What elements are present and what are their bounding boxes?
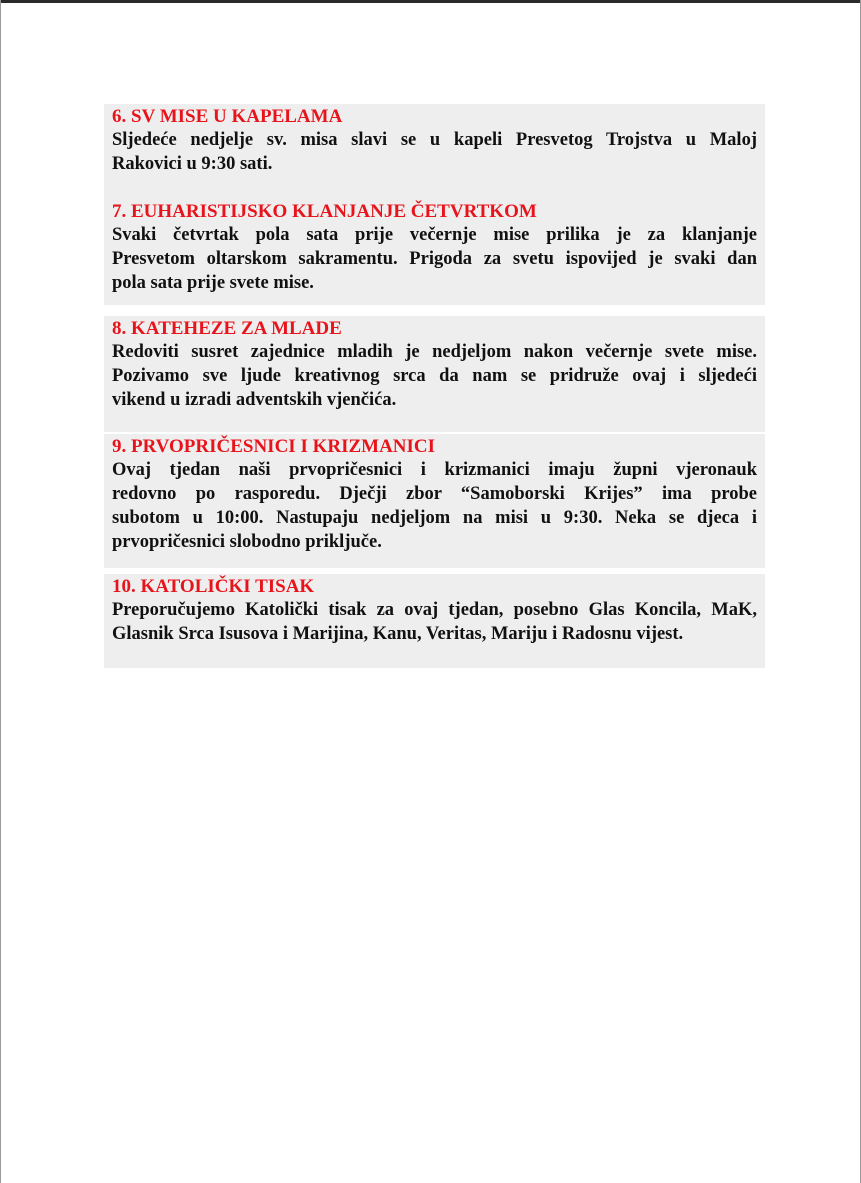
- section-body: [112, 128, 757, 176]
- body-line: subotom u 10:00. Nastupaju nedjeljom na misi u 9:30. Neka se djeca i: [112, 508, 757, 528]
- page-left-edge: [0, 0, 1, 1183]
- body-line: Redoviti susret zajednice mladih je nedjeljom nakon večernje svete mise.: [112, 342, 757, 362]
- section-sv-mise: [104, 104, 765, 199]
- body-line: Rakovici u 9:30 sati.: [112, 154, 273, 174]
- section-heading: 8. KATEHEZE ZA MLADE: [112, 318, 342, 339]
- body-line: redovno po rasporedu. Dječji zbor “Samoborski Krijes” ima probe: [112, 484, 757, 504]
- section-prvopricesnici: [104, 434, 765, 568]
- body-line: Ovaj tjedan naši prvopričesnici i krizmanici imaju župni vjeronauk: [112, 460, 757, 480]
- page-top-edge: [0, 0, 861, 3]
- body-line: Svaki četvrtak pola sata prije večernje mise prilika je za klanjanje: [112, 225, 757, 245]
- body-line: Glasnik Srca Isusova i Marijina, Kanu, Veritas, Mariju i Radosnu vijest.: [112, 624, 684, 644]
- section-heading: 7. EUHARISTIJSKO KLANJANJE ČETVRTKOM: [112, 201, 537, 222]
- section-kateheze: [104, 316, 765, 432]
- section-body: [112, 458, 757, 554]
- body-line: Presvetom oltarskom sakramentu. Prigoda za svetu ispovijed je svaki dan: [112, 249, 757, 269]
- section-heading: 6. SV MISE U KAPELAMA: [112, 106, 343, 127]
- section-heading: 9. PRVOPRIČESNICI I KRIZMANICI: [112, 436, 436, 457]
- section-body: [112, 598, 757, 646]
- body-line: vikend u izradi adventskih vjenčića.: [112, 390, 397, 410]
- section-body: [112, 223, 757, 295]
- body-line: prvopričesnici slobodno priključe.: [112, 532, 382, 552]
- body-line: pola sata prije svete mise.: [112, 273, 314, 293]
- section-body: [112, 340, 757, 412]
- section-heading: 10. KATOLIČKI TISAK: [112, 576, 315, 597]
- section-katolicki-tisak: [104, 574, 765, 668]
- body-line: Preporučujemo Katolički tisak za ovaj tjedan, posebno Glas Koncila, MaK,: [112, 600, 757, 620]
- body-line: Pozivamo sve ljude kreativnog srca da nam se pridruže ovaj i sljedeći: [112, 366, 757, 386]
- body-line: Sljedeće nedjelje sv. misa slavi se u kapeli Presvetog Trojstva u Maloj: [112, 130, 757, 150]
- section-euharistijsko-klanjanje: [104, 199, 765, 305]
